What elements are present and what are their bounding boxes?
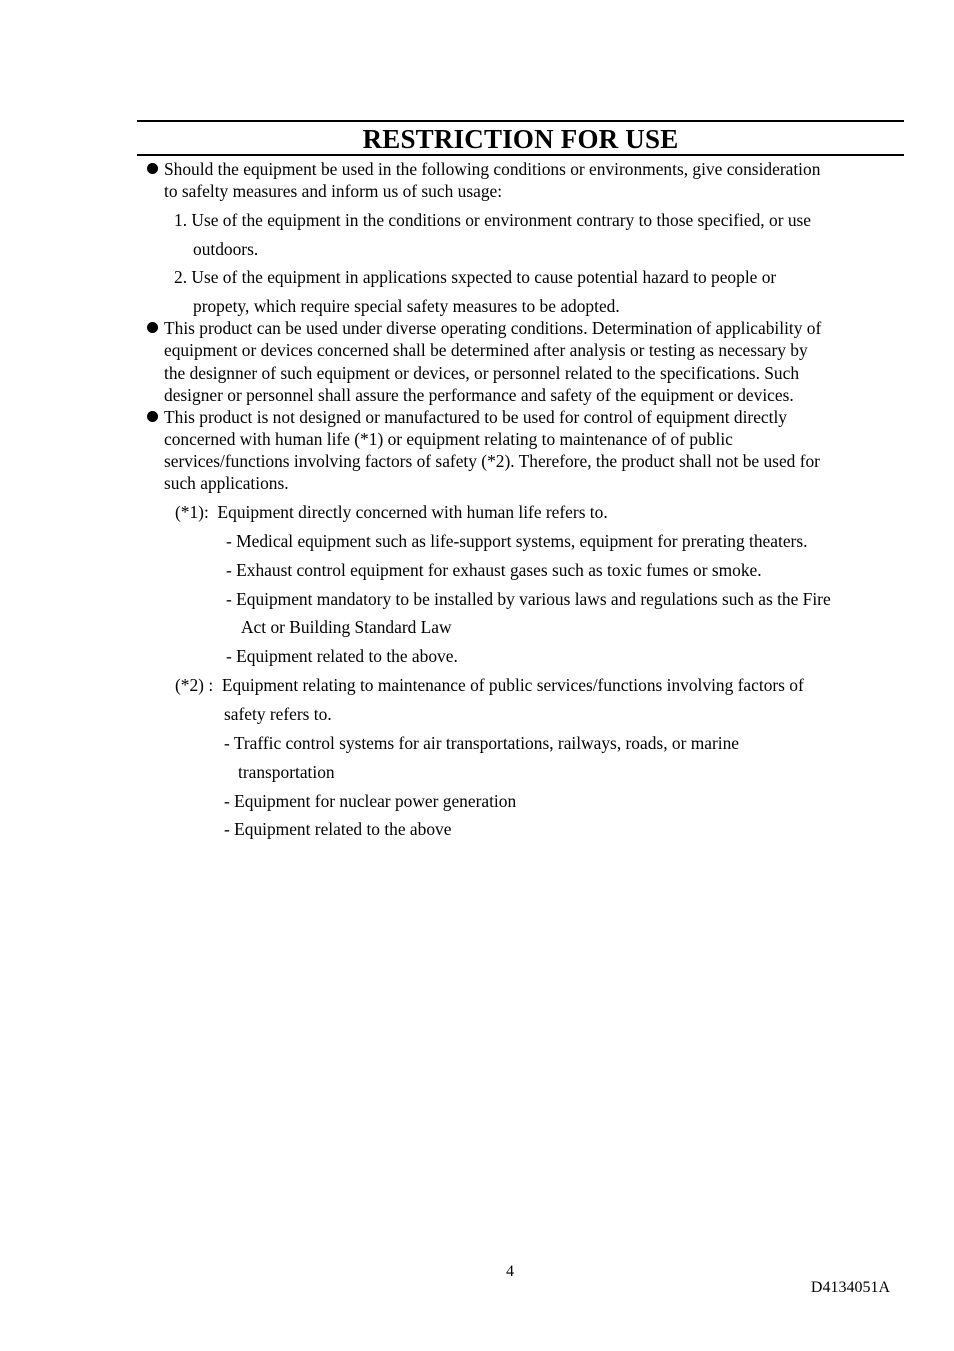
bullet-dot: [147, 411, 158, 422]
bullet-dot: [147, 322, 158, 333]
page-title: RESTRICTION FOR USE: [362, 124, 679, 154]
text-line: This product can be used under diverse operating conditions. Determination of applicability of: [164, 318, 822, 338]
page-number: 4: [506, 1263, 514, 1280]
document-code: D4134051A: [810, 1279, 890, 1296]
list-item: - Traffic control systems for air transportations, railways, roads, or marine: [224, 733, 740, 753]
list-item: 2. Use of the equipment in applications sxpected to cause potential hazard to people or: [174, 267, 777, 287]
text-line: propety, which require special safety measures to be adopted.: [193, 296, 620, 316]
text-line: safety refers to.: [224, 704, 332, 724]
list-item: - Medical equipment such as life-support systems, equipment for prerating theaters.: [226, 531, 808, 551]
text-line: outdoors.: [193, 239, 259, 259]
text-line: designer or personnel shall assure the performance and safety of the equipment or devices.: [164, 385, 794, 405]
list-item: - Exhaust control equipment for exhaust gases such as toxic fumes or smoke.: [226, 560, 762, 580]
title-block: [137, 120, 904, 156]
text-line: equipment or devices concerned shall be determined after analysis or testing as necessary by: [164, 340, 808, 360]
text-line: services/functions involving factors of safety (*2). Therefore, the product shall not be used for: [164, 451, 820, 471]
text-line: to safelty measures and inform us of such usage:: [164, 181, 503, 201]
note-heading: (*2) : Equipment relating to maintenance of public services/functions involving factors of: [175, 675, 804, 695]
note-heading: (*1): Equipment directly concerned with human life refers to.: [175, 502, 608, 522]
list-item: - Equipment mandatory to be installed by various laws and regulations such as the Fire: [226, 589, 831, 609]
text-line: This product is not designed or manufactured to be used for control of equipment directly: [164, 407, 787, 427]
list-item: 1. Use of the equipment in the conditions or environment contrary to those specified, or use: [174, 210, 812, 230]
list-item: - Equipment related to the above: [224, 819, 452, 839]
text-line: transportation: [238, 762, 335, 782]
text-line: the designner of such equipment or devices, or personnel related to the specifications. Such: [164, 363, 800, 383]
bullet-dot: [147, 163, 158, 174]
list-item: - Equipment related to the above.: [226, 646, 458, 666]
text-line: such applications.: [164, 473, 289, 493]
text-line: concerned with human life (*1) or equipment relating to maintenance of of public: [164, 429, 733, 449]
list-item: - Equipment for nuclear power generation: [224, 791, 517, 811]
text-line: Should the equipment be used in the following conditions or environments, give consideration: [164, 159, 821, 179]
text-line: Act or Building Standard Law: [241, 617, 452, 637]
